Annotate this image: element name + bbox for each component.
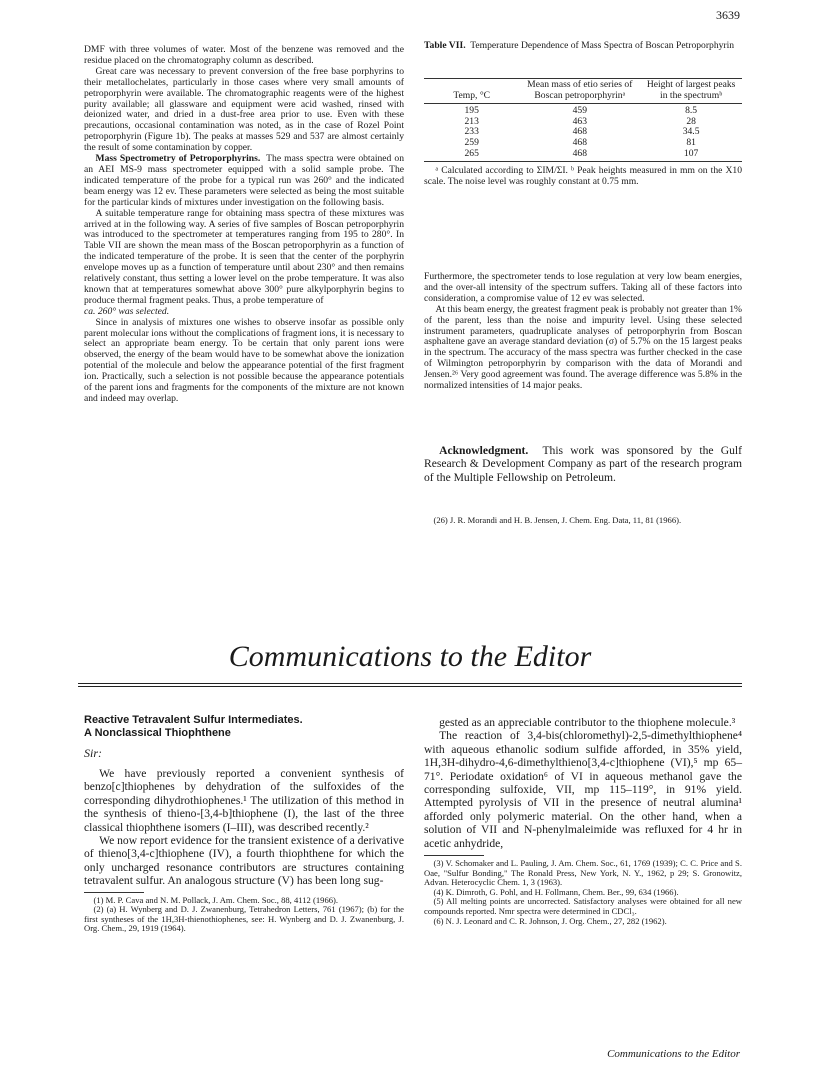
table-footnote: ᵃ Calculated according to ΣIM/ΣI. ᵇ Peak heights measured in mm on the X10 scale. The noise level was roughly constant at 0.75 mm. — [424, 165, 742, 188]
divider — [78, 683, 742, 684]
paragraph: A suitable temperature range for obtaining mass spectra of these mixtures was arrived at in the following way. A series of five samples of Boscan petroporphyrin was introduced to the spectrometer at temperatures ranging from 195 to 280°. In Table VII are shown the mean mass of the Boscan petroporphyrin as a function of the indicated temperature of the probe. It is seen that the center of the porphyrin envelope moves up as a function of temperature until about 230° and then remains relatively constant, thus setting a lower level on the probe temperature. It was also known that at temperatures somewhat above 300° pure alkylporphyrin begins to produce thermal fragment peaks. Thus, a probe temperature of — [84, 207, 404, 306]
table-cell: 107 — [683, 147, 699, 159]
paragraph-text: ca. 260° was selected. — [84, 305, 170, 317]
table-cell: 468 — [572, 147, 587, 159]
reference: (4) K. Dimroth, G. Pohl, and H. Follmann, Chem. Ber., 99, 634 (1966). — [433, 886, 679, 897]
page-number: 3639 — [716, 8, 740, 22]
article-title-line: Reactive Tetravalent Sulfur Intermediates. — [84, 714, 303, 726]
paragraph: We now report evidence for the transient existence of a derivative of thieno[3,4-c]thiophene (IV), a fourth thiophthene for which the only uncharged resonance contributors are structures containing tetravalent sulfur. An analogous structure (V) has been long sug- — [84, 834, 404, 888]
article-footnotes — [84, 896, 404, 934]
table-cell: 233 — [464, 126, 479, 138]
reference: (6) N. J. Leonard and C. R. Johnson, J. Org. Chem., 27, 282 (1962). — [433, 915, 667, 926]
section-title: Communications to the Editor — [228, 640, 592, 673]
table-bottom-rule — [424, 161, 742, 162]
paragraph: Since in analysis of mixtures one wishes to observe insofar as possible only parent molecular ions without the complications of fragment ions, it is necessary to select an appropriate beam energy. To be certain that only parent ions were observed, the energy of the beam would have to be somewhat above the ionization potential of the molecule and below the appearance potential of the first fragment ion. Practically, such a selection is not possible because the appearance potentials of the parent ions and fragments for the components of the mixture are not known and indeed may overlap. — [84, 316, 404, 404]
table-cell: 28 — [686, 115, 696, 127]
table-cell: 265 — [464, 147, 479, 159]
reference: (2) (a) H. Wynberg and D. J. Zwanenburg, Tetrahedron Letters, 761 (1967); (b) for the first syntheses of the 1H,3H-thienothiophenes, see: H. Wynberg and D. J. Zwanenburg, J. Org. Chem., 29, 1919 (1964). — [84, 904, 404, 934]
running-footer: Communications to the Editor — [607, 1048, 740, 1060]
left-column — [84, 45, 404, 405]
table-cell: 195 — [464, 105, 479, 117]
article-body — [84, 767, 404, 888]
paragraph: At this beam energy, the greatest fragment peak is probably not greater than 1% of the parent, less than the noise and impurity level. Using these selected instrument parameters, quadruplicate analyses of petroporphyrin from Boscan asphaltene gave an average standard deviation (σ) of 5.7% on the 15 largest peaks in the spectrum. The accuracy of the mass spectra was further checked in the case of Wilmington petroporphyrin by comparison with the data of Morandi and Jensen.²⁶ Very good agreement was found. The average difference was 5.8% in the normalized intensities of 14 major peaks. — [424, 303, 742, 392]
table-cell: 459 — [572, 105, 587, 117]
table-label: Table VII. — [424, 40, 466, 51]
column-header: Height of largest peaks in the spectrumᵇ — [646, 79, 736, 101]
reference: (3) V. Schomaker and L. Pauling, J. Am. Chem. Soc., 61, 1769 (1939); C. C. Price and S. Oae, "Sulfur Bonding," The Ronald Press, New York, N. Y., 1962, p 29; S. Gronowitz, Advan. Heterocyclic Chem. 1, 3 (1963). — [424, 858, 742, 888]
divider — [78, 686, 742, 687]
salutation: Sir: — [84, 746, 102, 760]
paragraph — [84, 154, 404, 209]
paragraph: Furthermore, the spectrometer tends to lose regulation at very low beam energies, and the over-all intensity of the spectrum suffers. Taking all of these factors into consideration, a compromise value of 12 ev was selected. — [424, 271, 742, 304]
table-cell: 213 — [464, 115, 479, 127]
paragraph: We have previously reported a convenient synthesis of benzo[c]thiophenes by dehydration of the sulfoxides of the corresponding dihydrothiophenes.¹ The utilization of this method in the synthesis of thieno-[3,4-b]thiophene (I), the last of the three classical thiophthene isomers (I–III), was described recently.² — [84, 767, 404, 834]
ack-heading: Acknowledgment. — [439, 444, 529, 457]
paragraph: The reaction of 3,4-bis(chloromethyl)-2,5-dimethylthiophene⁴ with aqueous ethanolic sodium sulfide afforded, in 35% yield, 1H,3H-dihydro-4,6-dimethylthieno[3,4-c]thiophene (VI),⁵ mp 65–71°. Periodate oxidation⁶ of VI in aqueous methanol gave the corresponding sulfoxide, VII, mp 115–119°, in 91% yield. Attempted pyrolysis of VII in the presence of neutral alumina¹ afforded only polymeric material. On the other hand, when a solution of VII and N-phenylmaleimide was refluxed for 4 hr in acetic anhydride, — [424, 729, 742, 850]
ack-text: This work was sponsored by the Gulf Research & Development Company as part of the research program of the Multiple Fellowship on Petroleum. — [424, 444, 743, 484]
article-title-line: A Nonclassical Thiophthene — [84, 727, 231, 739]
paragraph: gested as an appreciable contributor to the thiophene molecule.³ — [439, 716, 736, 729]
table-cell: 259 — [464, 136, 479, 148]
article-left-column — [84, 714, 404, 934]
table-cell: 81 — [686, 136, 696, 148]
section-heading: Mass Spectrometry of Petroporphyrins. — [95, 153, 261, 165]
article-body — [424, 716, 742, 850]
table-caption-text: Temperature Dependence of Mass Spectra of Boscan Petroporphyrin — [470, 40, 735, 51]
table-row — [424, 149, 742, 160]
acknowledgment — [424, 444, 742, 484]
right-column — [424, 272, 742, 392]
table-cell: 34.5 — [682, 126, 700, 138]
reference: (1) M. P. Cava and N. M. Pollack, J. Am. Chem. Soc., 88, 4112 (1966). — [93, 894, 339, 905]
paragraph: Great care was necessary to prevent conversion of the free base porphyrins to their metallochelates, particularly in those cases where very small amounts of petroporphyrin were available. The chromatographic reagents were of the highest purity available; all glassware and equipment were acid washed, rinsed with deionized water, and dried in a dust-free area prior to use. Even with these precautions, occasional contamination was noted, as in the case of Rozel Point petroporphyrin (Figure 1b). The peaks at masses 529 and 537 are almost certainly the result of some contamination by copper. — [84, 65, 404, 154]
reference-26 — [424, 516, 742, 526]
table-vii — [424, 78, 742, 188]
reference: (5) All melting points are uncorrected. Satisfactory analyses were obtained for all new compounds reported. Nmr spectra were determined in CDCl₃. — [424, 896, 742, 917]
column-header: Mean mass of etio series of Boscan petroporphyrinᵃ — [527, 79, 633, 101]
article-right-column — [424, 716, 742, 926]
column-header: Temp, °C — [453, 89, 491, 101]
paragraph: DMF with three volumes of water. Most of the benzene was removed and the residue placed on the chromatography column as described. — [84, 44, 404, 66]
table-cell: 468 — [572, 136, 587, 148]
reference: (26) J. R. Morandi and H. B. Jensen, J. Chem. Eng. Data, 11, 81 (1966). — [433, 515, 682, 525]
paragraph — [424, 444, 742, 484]
paragraph-text: The mass spectra were obtained on an AEI MS-9 mass spectrometer equipped with a solid sample probe. The indicated temperature of the probe for a typical run was 260° and the indicated beam energy was 12 ev. These parameters were selected as being the most suitable for the particular kinds of mixtures under investigation on the following basis. — [84, 153, 405, 208]
table-cell: 463 — [572, 115, 587, 127]
footnote-rule — [84, 892, 144, 893]
data-table — [424, 79, 742, 159]
article-title — [84, 714, 404, 740]
table-cell: 468 — [572, 126, 587, 138]
table-caption — [424, 40, 742, 51]
article-footnotes — [424, 859, 742, 926]
footnote-rule — [424, 855, 484, 856]
table-cell: 8.5 — [685, 105, 698, 117]
table-row — [424, 138, 742, 149]
